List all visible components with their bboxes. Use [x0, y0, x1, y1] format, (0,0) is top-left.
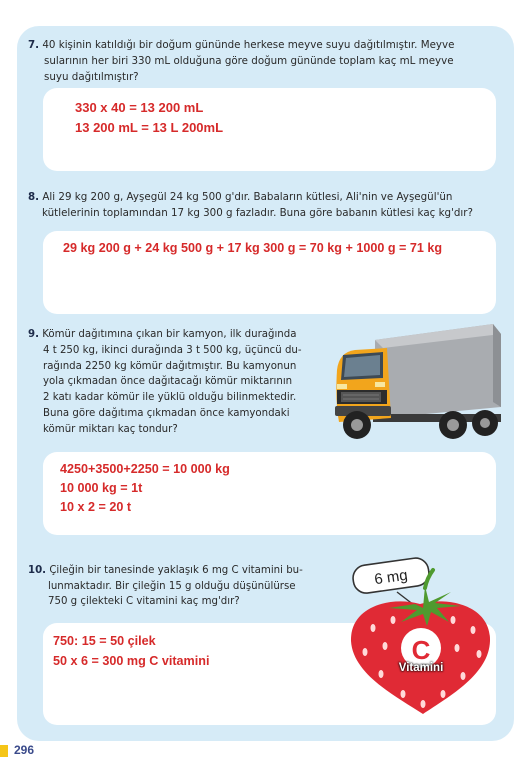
- vitamin-letter: C: [411, 634, 431, 665]
- answer-line: 13 200 mL = 13 L 200mL: [75, 120, 224, 135]
- question-text-line: Çileğin bir tanesinde yaklaşık 6 mg C vitamini bu-: [49, 565, 303, 576]
- question-number: 9.: [28, 329, 39, 340]
- answer-line: 50 x 6 = 300 mg C vitamini: [53, 654, 210, 668]
- question-number: 8.: [28, 191, 40, 203]
- question-number: 10.: [28, 565, 47, 576]
- question-8: [28, 189, 508, 221]
- question-text-line: Kömür dağıtımına çıkan bir kamyon, ilk durağında: [42, 329, 297, 340]
- question-text-line: 2 katı kadar kömür ile yüklü olduğu bilinmektedir.: [43, 392, 297, 404]
- truck-illustration: [333, 322, 505, 447]
- answer-box-9: [43, 452, 496, 535]
- question-text-line: kömür miktarı kaç tondur?: [43, 423, 178, 435]
- answer-line: 10 000 kg = 1t: [60, 481, 143, 495]
- answer-box-8: [43, 231, 496, 314]
- question-text-line: 4 t 250 kg, ikinci durağında 3 t 500 kg, üçüncü du-: [43, 344, 302, 356]
- truck-wheel: [343, 411, 371, 439]
- question-9: [28, 327, 338, 438]
- question-text-line: 750 g çilekteki C vitamini kaç mg'dır?: [48, 596, 240, 608]
- question-7: [28, 37, 508, 85]
- question-text-line: rağında 2250 kg kömür dağıtmıştır. Bu kamyonun: [43, 360, 297, 372]
- answer-box-7: [43, 88, 496, 171]
- question-text-line: 40 kişinin katıldığı bir doğum gününde herkese meyve suyu dağıtılmıştır. Meyve: [42, 39, 455, 51]
- question-text-line: yola çıkmadan önce dağıtacağı kömür miktarının: [43, 376, 293, 388]
- question-text-line: lunmaktadır. Bir çileğin 15 g olduğu düşünülürse: [48, 580, 296, 592]
- truck-wheel: [439, 411, 467, 439]
- answer-line: 330 x 40 = 13 200 mL: [75, 100, 204, 115]
- question-text-line: kütlelerinin toplamından 17 kg 300 g fazladır. Buna göre babanın kütlesi kaç kg'dır?: [42, 207, 473, 219]
- answer-line: 750: 15 = 50 çilek: [53, 634, 156, 648]
- answer-line: 29 kg 200 g + 24 kg 500 g + 17 kg 300 g = 70 kg + 1000 g = 71 kg: [63, 241, 443, 255]
- truck-wheel: [472, 410, 498, 436]
- vitamin-tag-text: 6 mg: [373, 566, 409, 588]
- answer-line: 10 x 2 = 20 t: [60, 500, 132, 514]
- question-10: [28, 563, 348, 610]
- question-number: 7.: [28, 39, 40, 51]
- question-text-line: Buna göre dağıtıma çıkmadan önce kamyondaki: [43, 407, 290, 419]
- vitamin-label: Vitamini: [398, 662, 444, 674]
- footer-color-mark: [0, 745, 8, 757]
- question-text-line: suyu dağıtılmıştır?: [44, 71, 139, 83]
- question-text-line: sularının her biri 330 mL olduğuna göre doğum gününde toplam kaç mL meyve: [44, 55, 454, 67]
- answer-line: 4250+3500+2250 = 10 000 kg: [60, 462, 230, 476]
- question-text-line: Ali 29 kg 200 g, Ayşegül 24 kg 500 g'dır. Babaların kütlesi, Ali'nin ve Ayşegül'ün: [42, 191, 453, 203]
- page-number: 296: [14, 743, 35, 757]
